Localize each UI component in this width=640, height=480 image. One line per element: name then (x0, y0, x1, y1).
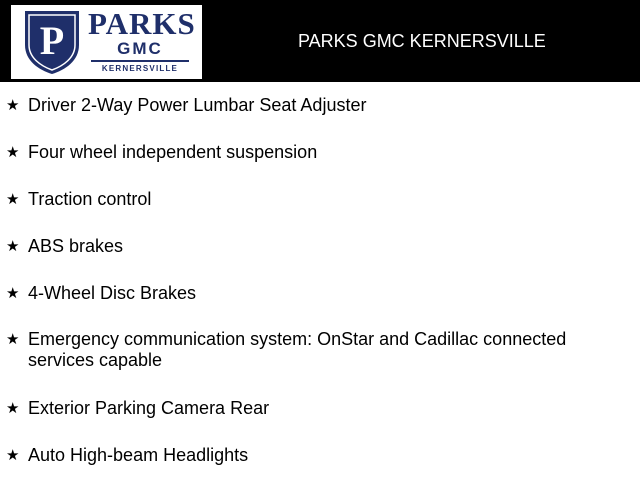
feature-text: Driver 2-Way Power Lumbar Seat Adjuster (28, 95, 367, 115)
star-icon: ★ (6, 331, 20, 348)
star-icon: ★ (6, 238, 20, 255)
feature-text: ABS brakes (28, 236, 124, 256)
feature-text: Auto High-beam Headlights (28, 445, 249, 465)
logo-shield-letter: P (39, 18, 65, 63)
feature-text: Traction control (28, 189, 152, 209)
feature-text: Four wheel independent suspension (28, 142, 318, 162)
star-icon: ★ (6, 285, 20, 302)
star-icon: ★ (6, 447, 20, 464)
feature-text: 4-Wheel Disc Brakes (28, 283, 197, 303)
feature-text: Exterior Parking Camera Rear (28, 398, 270, 418)
logo-city-text: KERNERSVILLE (101, 64, 179, 73)
feature-text: Emergency communication system: OnStar and Cadillac connected services capable (28, 329, 567, 370)
star-icon: ★ (6, 191, 20, 208)
star-icon: ★ (6, 400, 20, 417)
star-icon: ★ (6, 144, 20, 161)
logo-brand-text: PARKS (88, 6, 196, 41)
star-icon: ★ (6, 97, 20, 114)
logo-make-text: GMC (117, 39, 163, 58)
dealer-name: PARKS GMC KERNERSVILLE (298, 31, 546, 51)
